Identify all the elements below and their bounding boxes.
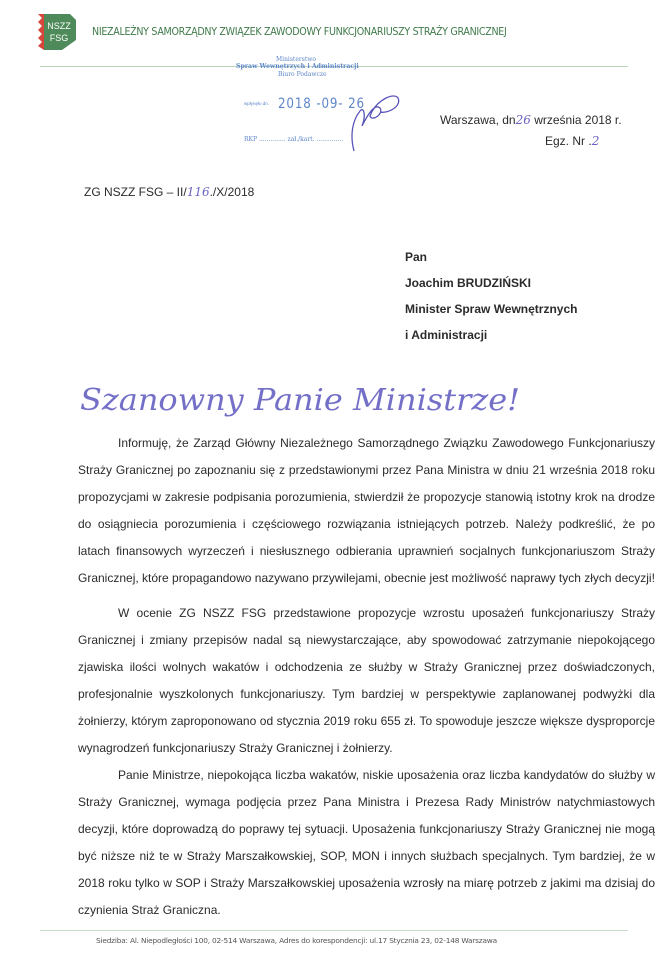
copy-number-label: Egz. Nr . xyxy=(545,134,592,148)
footer-address: Siedziba: Al. Niepodległości 100, 02-514 Warszawa, Adres do korespondencji: ul.17 Stycznia 23, 02-148 Warszawa xyxy=(96,936,497,945)
addressee-name: Joachim BRUDZIŃSKI xyxy=(405,276,532,290)
letter-body xyxy=(78,430,655,924)
addressee-position: Minister Spraw Wewnętrznych xyxy=(405,302,578,316)
copy-number xyxy=(545,134,599,148)
stamp-ministry-full: Spraw Wewnętrzych i Administracji xyxy=(236,63,359,70)
addressee-position-cont: i Administracji xyxy=(405,328,488,342)
stamp-received-label: wpłynęło dn. xyxy=(244,101,270,106)
svg-text:NSZZ: NSZZ xyxy=(47,21,71,31)
svg-text:FSG: FSG xyxy=(49,33,69,43)
reference-suffix: ./X/2018 xyxy=(209,185,255,199)
greeting-handwriting xyxy=(80,370,540,430)
place-date-suffix: września 2018 r. xyxy=(530,113,622,127)
signature-scribble-icon xyxy=(336,86,406,156)
body-paragraph-3: Panie Ministrze, niepokojąca liczba wakatów, niskie uposażenia oraz liczba kandydatów do służby w Straży Granicznej, wymaga podjęcia przez Pana Ministra i Prezesa Rady Ministrów natychmiastowych decyzji, które doprowadzą do poprawy tej sytuacji. Uposażenia funkcjonariuszy Straży Granicznej nie mogą być niższe niż te w Straży Marszałkowskiej, SOP, MON i innych służbach specjalnych. Tym bardziej, że w 2018 roku tylko w SOP i Straży Marszałkowskiej uposażenia wzrosły na miarę potrzeb z jakimi ma dzisiaj do czynienia Straż Graniczna. xyxy=(78,768,655,917)
reference-number xyxy=(84,185,254,199)
svg-text:Szanowny Panie Ministrze!: Szanowny Panie Ministrze! xyxy=(80,383,520,418)
reference-prefix: ZG NSZZ FSG – II/ xyxy=(84,185,187,199)
body-paragraph-2: W ocenie ZG NSZZ FSG przedstawione propozycje wzrostu uposażeń funkcjonariuszy Straży Granicznej i zmiany przepisów nadal są niewystarczające, aby spowodować zatrzymanie niepokojącego zjawiska ilości wolnych wakatów i odchodzenia ze służby w Straży Granicznej przez doświadczonych, profesjonalnie wyszkolonych funkcjonariuszy. Tym bardziej w perspektywie zaplanowanej podwyżki dla żołnierzy, którym zaproponowano od stycznia 2019 roku 655 zł. To spowoduje jeszcze większe dysproporcje wynagrodzeń funkcjonariuszy Straży Granicznej i żołnierzy. xyxy=(78,606,655,755)
shield-logo-icon xyxy=(36,12,82,52)
stamp-ministry: Ministerstwo xyxy=(276,56,316,63)
received-stamp xyxy=(236,56,436,156)
place-date-prefix: Warszawa, dn xyxy=(440,113,516,127)
handwritten-copy-number: 2 xyxy=(591,134,600,148)
handwritten-greeting xyxy=(80,370,540,435)
handwritten-day: 26 xyxy=(515,113,531,127)
handwritten-reference: 116 xyxy=(186,185,210,199)
stamp-office: Biuro Podawcze xyxy=(278,71,327,78)
addressee-title: Pan xyxy=(405,250,428,264)
footer-divider xyxy=(40,930,628,931)
body-paragraph-1: Informuję, że Zarząd Główny Niezależnego Samorządnego Związku Zawodowego Funkcjonariuszy Straży Granicznej po zapoznaniu się z przedstawionymi przez Pana Ministra w dniu 21 września 2018 roku propozycjami w zakresie podpisania porozumienia, stwierdził że propozycje stanowią istotny krok na drodze do osiągniecia porozumienia i częściowego rozwiązania istniejących potrzeb. Należy podkreślić, że po latach finansowych wyrzeczeń i niesłusznego odbierania uprawnień socjalnych funkcjonariuszom Straży Granicznej, które propagandowo nazywano przywilejami, obecnie jest możliwość naprawy tych złych decyzji! xyxy=(78,436,655,585)
organization-name: NIEZALEŻNY SAMORZĄDNY ZWIĄZEK ZAWODOWY FUNKCJONARIUSZY STRAŻY GRANICZNEJ xyxy=(92,26,507,38)
nszz-fsg-logo xyxy=(36,12,82,52)
stamp-date: 2018 -09- 26 xyxy=(278,96,365,112)
stamp-rkp-line: RKP .............. zał./kart. .............. xyxy=(244,136,344,143)
place-date xyxy=(440,113,622,127)
